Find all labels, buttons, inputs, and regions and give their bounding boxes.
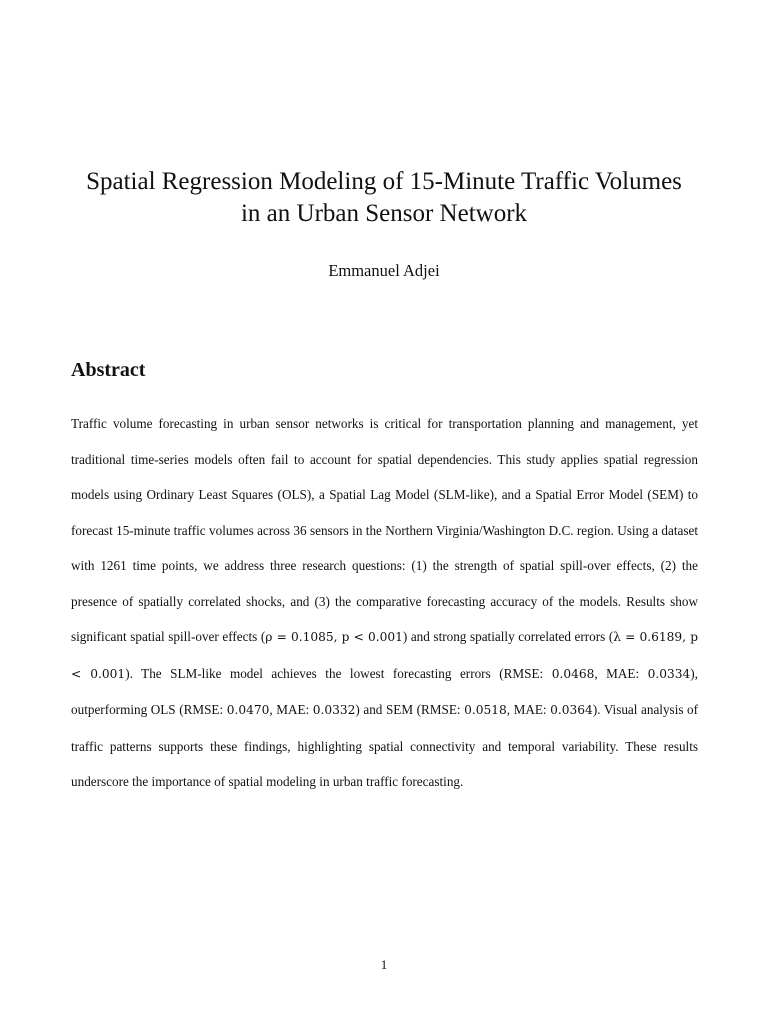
ols-mae: 0.0332 xyxy=(312,703,356,717)
abstract-text: , MAE: xyxy=(594,665,648,681)
abstract-text: Traffic volume forecasting in urban sensor networks is critical for transportation planning and management, yet traditional time-series models often fail to account for spatial dependencies. This study applies spatial regression models using Ordinary Least Squares (OLS), a Spatial Lag Model (SLM-like), and a Spatial Error Model (SEM) to forecast 15-minute traffic volumes across 36 sensors in the Northern Virginia/Washington D.C. region. Using a dataset with 1261 time points, we address three research questions: (1) the strength of spatial spill-over effects, (2) the presence of spatially correlated shocks, and (3) the comparative forecasting accuracy of the models. Results show significant spatial spill-over effects ( xyxy=(71,416,698,644)
abstract-text: ). The SLM-like model achieves the lowest forecasting errors (RMSE: xyxy=(125,665,552,681)
slm-rmse: 0.0468 xyxy=(551,666,595,681)
abstract-text: ) and strong spatially correlated errors ( xyxy=(402,629,614,644)
title-line-1: Spatial Regression Modeling of 15-Minute Traffic Volumes xyxy=(86,168,682,195)
sem-rmse: 0.0518 xyxy=(464,703,507,717)
author-name: Emmanuel Adjei xyxy=(328,261,440,280)
paper-title xyxy=(40,166,728,230)
slm-mae: 0.0334 xyxy=(647,666,691,681)
sem-mae: 0.0364 xyxy=(550,703,593,717)
page-number: 1 xyxy=(380,957,388,972)
abstract-heading: Abstract xyxy=(71,359,146,381)
abstract-text: , MAE: xyxy=(269,702,313,717)
abstract-text: ) and SEM (RMSE: xyxy=(355,702,465,717)
rho-statistic: ρ = 0.1085, p < 0.001 xyxy=(265,630,403,644)
ols-rmse: 0.0470 xyxy=(226,703,270,717)
abstract-text: ), outperforming OLS (RMSE: xyxy=(71,665,698,717)
abstract-text: ). Visual analysis of traffic patterns supports these findings, highlighting spatial connectivity and temporal variability. These results underscore the importance of spatial modeling in urban traffic forecasting. xyxy=(71,702,699,789)
lambda-statistic: λ = 0.6189, p < 0.001 xyxy=(71,630,698,681)
abstract-body xyxy=(71,406,698,800)
title-line-2: in an Urban Sensor Network xyxy=(240,200,528,227)
abstract-text: , MAE: xyxy=(506,702,551,717)
